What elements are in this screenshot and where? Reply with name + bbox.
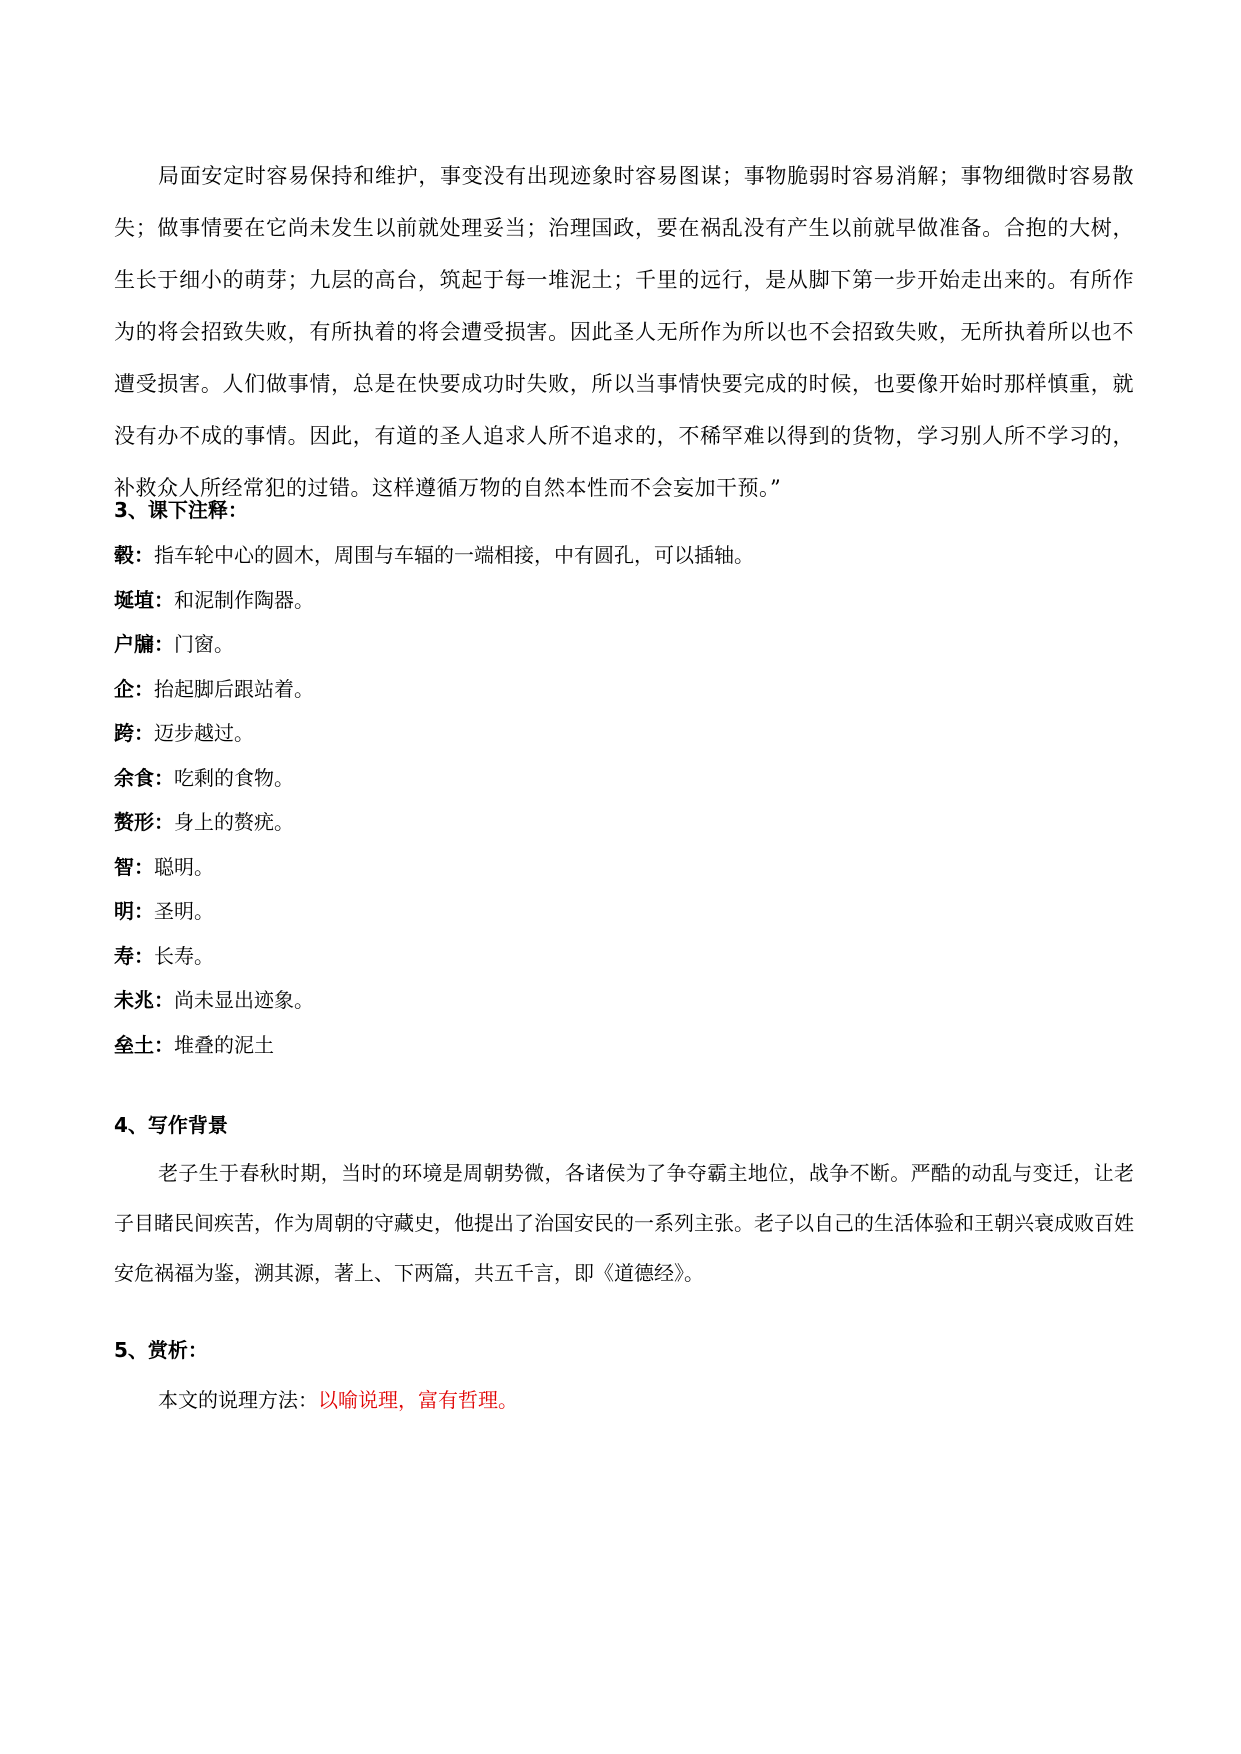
note-item (114, 718, 254, 748)
background-section (114, 1110, 1134, 1298)
note-term: 埏埴： (114, 588, 174, 612)
note-definition: 堆叠的泥土 (174, 1033, 274, 1057)
note-item (114, 629, 234, 659)
note-item (114, 1030, 274, 1060)
note-definition: 指车轮中心的圆木，周围与车辐的一端相接，中有圆孔，可以插轴。 (154, 543, 754, 567)
background-paragraph: 老子生于春秋时期，当时的环境是周朝势微，各诸侯为了争夺霸主地位，战争不断。严酷的动乱与变迁，让老子目睹民间疾苦，作为周朝的守藏史，他提出了治国安民的一系列主张。老子以自己的生活体验和王朝兴衰成败百姓安危祸福为鉴，溯其源，著上、下两篇，共五千言，即《道德经》。 (114, 1161, 1134, 1285)
note-definition: 尚未显出迹象。 (174, 988, 314, 1012)
note-item (114, 807, 294, 837)
note-item (114, 763, 294, 793)
note-term: 赘形： (114, 810, 174, 834)
note-item (114, 540, 754, 570)
note-item (114, 674, 314, 704)
note-term: 寿： (114, 944, 154, 968)
note-definition: 门窗。 (174, 632, 234, 656)
note-term: 跨： (114, 721, 154, 745)
note-definition: 吃剩的食物。 (174, 766, 294, 790)
notes-section (114, 495, 1134, 525)
analysis-value: 以喻说理，富有哲理。 (318, 1388, 518, 1412)
analysis-section (114, 1335, 1134, 1415)
notes-heading: 3、课下注释： (114, 498, 248, 522)
note-definition: 抬起脚后跟站着。 (154, 677, 314, 701)
note-definition: 迈步越过。 (154, 721, 254, 745)
analysis-label: 本文的说理方法： (158, 1388, 318, 1412)
note-term: 明： (114, 899, 154, 923)
background-heading: 4、写作背景 (114, 1113, 228, 1137)
note-item (114, 896, 214, 926)
note-term: 智： (114, 855, 154, 879)
translation-paragraph: 局面安定时容易保持和维护，事变没有出现迹象时容易图谋；事物脆弱时容易消解；事物细微时容易散失；做事情要在它尚未发生以前就处理妥当；治理国政，要在祸乱没有产生以前就早做准备。合抱的大树，生长于细小的萌芽；九层的高台，筑起于每一堆泥土；千里的远行，是从脚下第一步开始走出来的。有所作为的将会招致失败，有所执着的将会遭受损害。因此圣人无所作为所以也不会招致失败，无所执着所以也不遭受损害。人们做事情，总是在快要成功时失败，所以当事情快要完成的时候，也要像开始时那样慎重，就没有办不成的事情。因此，有道的圣人追求人所不追求的，不稀罕难以得到的货物，学习别人所不学习的，补救众人所经常犯的过错。这样遵循万物的自然本性而不会妄加干预。” (114, 164, 1134, 500)
analysis-heading: 5、赏析： (114, 1338, 208, 1362)
note-item (114, 985, 314, 1015)
note-definition: 长寿。 (154, 944, 214, 968)
note-term: 未兆： (114, 988, 174, 1012)
translation-block (114, 150, 1134, 514)
notes-list (114, 540, 1134, 1060)
note-item (114, 852, 214, 882)
note-definition: 聪明。 (154, 855, 214, 879)
note-item (114, 585, 314, 615)
note-term: 户牖： (114, 632, 174, 656)
note-term: 余食： (114, 766, 174, 790)
note-term: 企： (114, 677, 154, 701)
note-term: 垒土： (114, 1033, 174, 1057)
note-definition: 身上的赘疣。 (174, 810, 294, 834)
note-definition: 和泥制作陶器。 (174, 588, 314, 612)
note-item (114, 941, 214, 971)
note-definition: 圣明。 (154, 899, 214, 923)
note-term: 毂： (114, 543, 154, 567)
analysis-line (114, 1385, 1134, 1415)
